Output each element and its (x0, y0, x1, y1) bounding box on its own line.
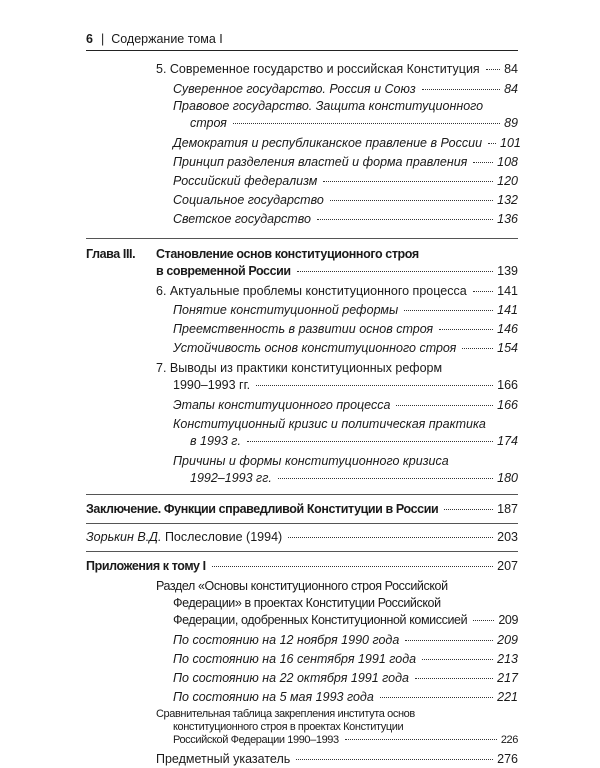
afterword-author: Зорькин В.Д. (86, 530, 162, 544)
toc-subentry[interactable]: Этапы конституционного процесса 166 (173, 398, 518, 412)
section-divider (86, 551, 518, 552)
toc-entry-chapter-3[interactable]: в современной России 139 (156, 264, 518, 278)
toc-entry-section-7[interactable]: 1990–1993 гг. 166 (173, 378, 518, 392)
toc-subentry[interactable]: Демократия и республиканское правление в России 101 (173, 136, 521, 150)
dot-leader (330, 200, 493, 201)
toc-subentry[interactable]: Суверенное государство. Россия и Союз 84 (173, 82, 518, 96)
section-divider (86, 494, 518, 495)
toc-entry-section-6[interactable]: 6. Актуальные проблемы конституционного процесса 141 (156, 284, 518, 298)
chapter-title-line: Становление основ конституционного строя (156, 247, 419, 261)
dot-leader (473, 620, 494, 621)
toc-subentry-line: Причины и формы конституционного кризиса (173, 454, 449, 468)
dot-leader (288, 537, 493, 538)
dot-leader (473, 291, 493, 292)
dot-leader (422, 89, 500, 90)
toc-subentry[interactable]: Понятие конституционной реформы 141 (173, 303, 518, 317)
toc-entry-section-5[interactable]: 5. Современное государство и российская Конституция 84 (156, 62, 518, 76)
chapter-label: Глава III. (86, 247, 136, 261)
toc-entry-line: 7. Выводы из практики конституционных реформ (156, 361, 443, 375)
toc-subentry[interactable]: Светское государство 136 (173, 212, 518, 226)
toc-subentry[interactable]: По состоянию на 5 мая 1993 года 221 (173, 690, 518, 704)
dot-leader (405, 640, 493, 641)
toc-entry-line: конституционного строя в проектах Конституции (173, 721, 404, 733)
dot-leader (396, 405, 493, 406)
dot-leader (317, 219, 493, 220)
toc-entry-subject-index[interactable]: Предметный указатель 276 (156, 752, 518, 766)
dot-leader (486, 69, 500, 70)
dot-leader (488, 143, 496, 144)
toc-entry-line: Раздел «Основы конституционного строя Российской (156, 579, 448, 593)
toc-subentry-line: Правовое государство. Защита конституционного (173, 99, 484, 113)
header-separator: | (100, 32, 105, 46)
toc-subentry[interactable]: Преемственность в развитии основ строя 146 (173, 322, 518, 336)
dot-leader (404, 310, 493, 311)
header-rule (86, 50, 518, 51)
dot-leader (345, 739, 497, 740)
running-header (86, 31, 518, 48)
dot-leader (422, 659, 493, 660)
toc-subentry[interactable]: По состоянию на 12 ноября 1990 года 209 (173, 633, 518, 647)
dot-leader (462, 348, 493, 349)
afterword-title: Послесловие (1994) (164, 530, 283, 544)
dot-leader (278, 478, 493, 479)
toc-entry-afterword[interactable]: Зорькин В.Д. Послесловие (1994) 203 (86, 530, 518, 544)
toc-subentry[interactable]: Принцип разделения властей и форма правления 108 (173, 155, 518, 169)
header-title: Содержание тома I (111, 32, 223, 46)
toc-subentry[interactable]: По состоянию на 22 октября 1991 года 217 (173, 671, 518, 685)
dot-leader (323, 181, 493, 182)
toc-entry-comparison-table[interactable]: Российской Федерации 1990–1993 226 (173, 734, 518, 746)
dot-leader (473, 162, 493, 163)
toc-subentry[interactable]: По состоянию на 16 сентября 1991 года 213 (173, 652, 518, 666)
dot-leader (212, 566, 493, 567)
dot-leader (297, 271, 493, 272)
dot-leader (444, 509, 493, 510)
toc-subentry-line: Конституционный кризис и политическая практика (173, 417, 486, 431)
dot-leader (247, 441, 493, 442)
page-number: 6 (86, 32, 93, 46)
toc-subentry[interactable]: Устойчивость основ конституционного строя 154 (173, 341, 518, 355)
toc-subentry[interactable]: Российский федерализм 120 (173, 174, 518, 188)
toc-entry-line: Федерации» в проектах Конституции Российской (173, 596, 441, 610)
toc-entry-appendix-section[interactable]: Федерации, одобренных Конституционной комиссией 209 (173, 613, 518, 627)
dot-leader (296, 759, 493, 760)
dot-leader (256, 385, 493, 386)
section-divider (86, 238, 518, 239)
toc-subentry[interactable]: Социальное государство 132 (173, 193, 518, 207)
toc-subentry[interactable]: в 1993 г. 174 (190, 434, 518, 448)
toc-entry-conclusion[interactable]: Заключение. Функции справедливой Конституции в России 187 (86, 502, 518, 516)
toc-subentry[interactable]: строя 89 (190, 116, 518, 130)
toc-entry-line: Сравнительная таблица закрепления института основ (156, 708, 415, 720)
dot-leader (415, 678, 493, 679)
section-divider (86, 523, 518, 524)
dot-leader (233, 123, 500, 124)
dot-leader (439, 329, 493, 330)
toc-entry-appendices[interactable]: Приложения к тому I 207 (86, 559, 518, 573)
dot-leader (380, 697, 493, 698)
toc-subentry[interactable]: 1992–1993 гг. 180 (190, 471, 518, 485)
